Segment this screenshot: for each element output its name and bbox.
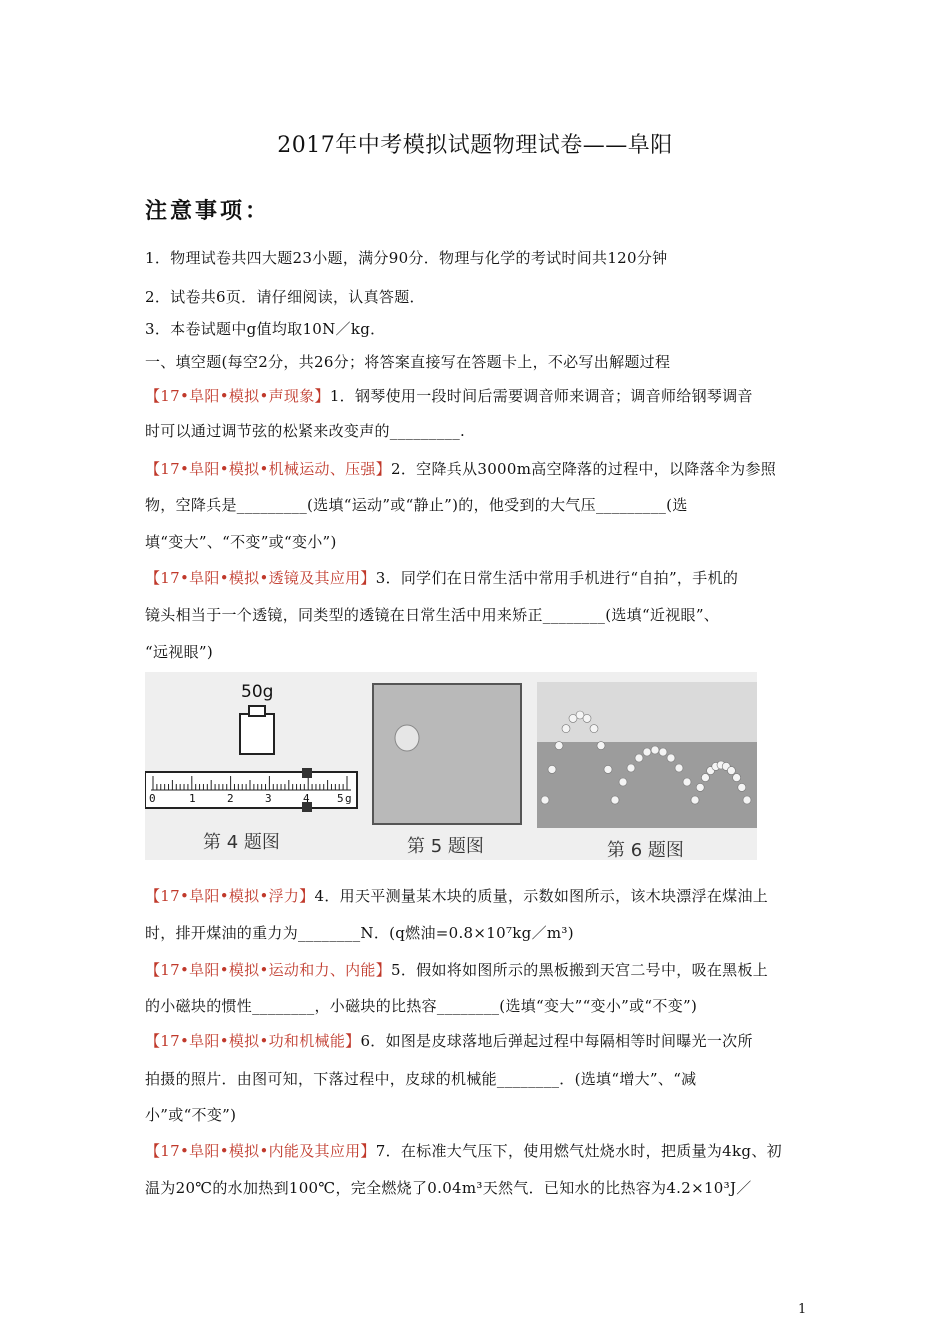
ball-exposure <box>659 748 667 756</box>
ruler-slider-top <box>302 768 312 778</box>
figure-4-caption: 第 4 题图 <box>203 832 280 853</box>
question-text: 5．假如将如图所示的黑板搬到天宫二号中，吸在黑板上 <box>391 961 769 979</box>
notice-item: 2．试卷共6页．请仔细阅读，认真答题． <box>145 288 425 306</box>
question-text: “远视眼”) <box>145 643 213 661</box>
question-text: 物，空降兵是_________(选填“运动”或“静止”)的，他受到的大气压_________(选 <box>145 496 688 514</box>
blackboard <box>373 684 521 824</box>
ruler-tick-label: 5 <box>337 792 344 805</box>
question-source-tag: 【17•阜阳•模拟•机械运动、压强】 <box>145 460 392 478</box>
ball-exposure <box>691 796 699 804</box>
question-text: 3．同学们在日常生活中常用手机进行“自拍”，手机的 <box>375 569 739 587</box>
question-source-tag: 【17•阜阳•模拟•浮力】 <box>145 887 315 905</box>
question-text: 4．用天平测量某木块的质量，示数如图所示，该木块漂浮在煤油上 <box>314 887 769 905</box>
notice-item: 3．本卷试题中g值均取10N／kg． <box>145 320 386 338</box>
page-title: 2017年中考模拟试题物理试卷——阜阳 <box>277 133 673 158</box>
ball-exposure <box>733 774 741 782</box>
question-text: 镜头相当于一个透镜，同类型的透镜在日常生活中用来矫正________(选填“近视眼”、 <box>145 606 720 624</box>
ball-exposure <box>627 764 635 772</box>
question-source-tag: 【17•阜阳•模拟•声现象】 <box>145 387 330 405</box>
magnet-block <box>395 725 419 751</box>
question-text: 2．空降兵从3000m高空降落的过程中，以降落伞为参照 <box>391 460 777 478</box>
ball-exposure <box>651 746 659 754</box>
question-text: 填“变大”、“不变”或“变小”) <box>145 533 337 551</box>
question-text: 6．如图是皮球落地后弹起过程中每隔相等时间曝光一次所 <box>360 1032 753 1050</box>
question-text: 温为20℃的水加热到100℃，完全燃烧了0.04m³天然气．已知水的比热容为4.2×10³J／ <box>145 1179 752 1197</box>
question-text: 时可以通过调节弦的松紧来改变声的_________. <box>145 422 466 440</box>
question-source-tag: 【17•阜阳•模拟•功和机械能】 <box>145 1032 361 1050</box>
ruler-tick-label: 0 <box>149 792 156 805</box>
ruler-tick-label: 1 <box>189 792 196 805</box>
question-2 <box>145 458 776 479</box>
section-heading: 一、填空题(每空2分，共26分；将答案直接写在答题卡上，不必写出解题过程 <box>145 353 671 371</box>
weight-block <box>240 714 274 754</box>
question-6 <box>145 1030 753 1051</box>
question-1 <box>145 385 753 406</box>
question-text: 7．在标准大气压下，使用燃气灶烧水时，把质量为4kg、初 <box>375 1142 782 1160</box>
ball-exposure <box>701 774 709 782</box>
weight-label: 50g <box>241 682 274 702</box>
ball-exposure <box>738 783 746 791</box>
ball-exposure <box>743 796 751 804</box>
ball-exposure <box>667 754 675 762</box>
notice-item: 1．物理试卷共四大题23小题，满分90分．物理与化学的考试时间共120分钟 <box>145 249 668 267</box>
ball-exposure <box>597 742 605 750</box>
ball-exposure <box>604 765 612 773</box>
ball-exposure <box>541 796 549 804</box>
question-source-tag: 【17•阜阳•模拟•运动和力、内能】 <box>145 961 392 979</box>
ball-exposure <box>727 767 735 775</box>
weight-knob <box>249 706 265 716</box>
question-text: 小”或“不变”) <box>145 1106 237 1124</box>
ball-exposure <box>583 714 591 722</box>
ruler-tick-label: 4 <box>303 792 310 805</box>
notice-heading: 注意事项： <box>145 198 271 224</box>
question-source-tag: 【17•阜阳•模拟•内能及其应用】 <box>145 1142 376 1160</box>
ruler-tick-label: 3 <box>265 792 272 805</box>
ball-exposure <box>643 748 651 756</box>
figure-6-caption: 第 6 题图 <box>607 840 684 861</box>
ball-exposure <box>590 725 598 733</box>
ball-exposure <box>635 754 643 762</box>
question-text: 1．钢琴使用一段时间后需要调音师来调音；调音师给钢琴调音 <box>329 387 753 405</box>
ball-exposure <box>675 764 683 772</box>
question-7 <box>145 1140 782 1161</box>
ball-exposure <box>548 765 556 773</box>
question-text: 拍摄的照片．由图可知，下落过程中，皮球的机械能________．(选填“增大”、“减 <box>145 1070 697 1088</box>
ball-exposure <box>555 742 563 750</box>
ruler-unit-label: g <box>345 792 352 805</box>
figure-strip <box>145 672 757 860</box>
question-5 <box>145 959 768 980</box>
figure-6 <box>537 682 757 828</box>
ball-exposure <box>696 783 704 791</box>
question-source-tag: 【17•阜阳•模拟•透镜及其应用】 <box>145 569 376 587</box>
ball-exposure <box>611 796 619 804</box>
ball-exposure <box>619 778 627 786</box>
ball-exposure <box>683 778 691 786</box>
figure-5-caption: 第 5 题图 <box>407 836 484 857</box>
ball-exposure <box>562 725 570 733</box>
question-3 <box>145 567 738 588</box>
figure-5 <box>373 684 521 824</box>
ruler-tick-label: 2 <box>227 792 234 805</box>
page-number: 1 <box>798 1302 807 1317</box>
question-4 <box>145 885 768 906</box>
question-text: 时，排开煤油的重力为________N．(q燃油=0.8×10⁷kg／m³) <box>145 924 574 942</box>
question-text: 的小磁块的惯性________，小磁块的比热容________(选填“变大”“变小”或“不变”) <box>145 997 698 1015</box>
